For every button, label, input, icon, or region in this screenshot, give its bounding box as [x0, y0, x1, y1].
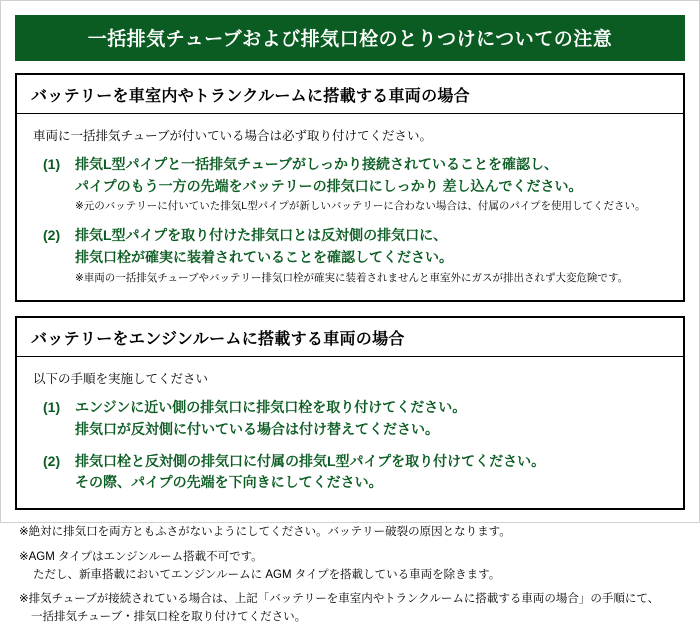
footnote-subtext: 一括排気チューブ・排気口栓を取り付けてください。: [31, 611, 307, 624]
item-line: エンジンに近い側の排気口に排気口栓を取り付けてください。: [75, 399, 467, 416]
item-line: 排気L型パイプと一括排気チューブがしっかり接続されていることを確認し、: [75, 156, 559, 172]
item-number: (1): [43, 399, 61, 416]
item-note: ※車両の一括排気チューブやバッテリー排気口栓が確実に装着されませんと車室外にガスが排出されず大変危険です。: [75, 271, 629, 284]
section-body: [17, 114, 683, 300]
item-line: 排気口が反対側に付いている場合は付け替えてください。: [75, 420, 439, 437]
list-item: [31, 154, 669, 215]
item-note: ※元のバッテリーに付いていた排気L型パイプが新しいバッテリーに合わない場合は、付属のパイプを使用してください。: [75, 200, 646, 213]
item-number: (1): [43, 156, 61, 172]
item-line: パイプのもう一方の先端をバッテリーの排気口にしっかり 差し込んでください。: [75, 177, 583, 194]
footnote-subtext: ただし、新車搭載においてエンジンルームに AGM タイプを搭載している車両を除きます。: [33, 568, 501, 581]
item-line: 排気口栓と反対側の排気口に付属の排気L型パイプを取り付けてください。: [75, 452, 546, 469]
section-header: バッテリーをエンジンルームに搭載する車両の場合: [17, 318, 683, 357]
section-body: [17, 357, 683, 508]
footnote-text: ※絶対に排気口を両方ともふさがないようにしてください。バッテリー破裂の原因となります。: [19, 526, 511, 538]
item-number: (2): [43, 227, 61, 244]
footnote-text: ※排気チューブが接続されている場合は、上記「バッテリーを車室内やトランクルームに搭載する車両の場合」の手順にて、: [19, 593, 660, 606]
page-title: 一括排気チューブおよび排気口栓のとりつけについての注意: [15, 15, 685, 61]
item-number: (2): [43, 452, 61, 469]
footnotes: [19, 524, 683, 627]
section-header: バッテリーを車室内やトランクルームに搭載する車両の場合: [17, 75, 683, 114]
list-item: [31, 397, 669, 440]
footnote: [19, 524, 683, 542]
section-lead: 以下の手順を実施してください: [33, 372, 209, 387]
list-item: [31, 451, 669, 494]
footnote-text: ※AGM タイプはエンジンルーム搭載不可です。: [19, 550, 263, 563]
item-line: 排気口栓が確実に装着されていることを確認してください。: [75, 248, 453, 265]
section-lead: 車両に一括排気チューブが付いている場合は必ず取り付けてください。: [33, 129, 433, 143]
item-line: 排気L型パイプを取り付けた排気口とは反対側の排気口に、: [75, 227, 448, 244]
section-cabin-trunk: [15, 73, 685, 302]
item-line: その際、パイプの先端を下向きにしてください。: [75, 474, 383, 491]
footnote: [19, 549, 683, 585]
item-body: [75, 397, 669, 440]
item-body: [75, 451, 669, 494]
footnote: [19, 591, 683, 627]
section-engine-room: [15, 316, 685, 510]
list-item: [31, 225, 669, 286]
item-body: [75, 154, 669, 215]
item-body: [75, 225, 669, 286]
